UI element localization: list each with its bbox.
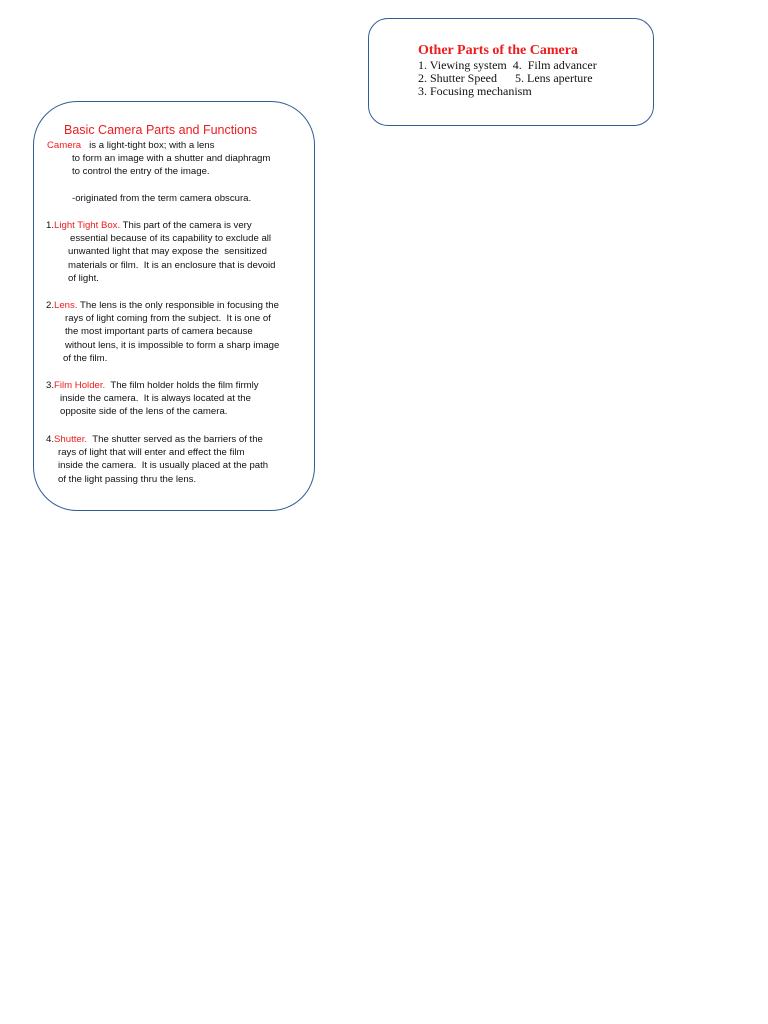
camera-definition-text: is a light-tight box; with a lens: [81, 140, 215, 151]
item-lens-heading: [46, 299, 279, 312]
item-line: inside the camera. It is usually placed at the path: [58, 460, 269, 471]
item-line: rays of light that will enter and effect the film: [58, 447, 245, 458]
item-name: Shutter.: [54, 434, 88, 445]
item-lead-text: The lens is the only responsible in focusing the: [77, 300, 279, 311]
camera-definition-line: [47, 139, 214, 152]
other-parts-line: 2. Shutter Speed 5. Lens aperture: [418, 71, 593, 85]
item-shutter-heading: [46, 433, 263, 446]
item-name: Lens.: [54, 300, 78, 311]
item-line: materials or film. It is an enclosure that is devoid: [68, 260, 276, 271]
item-name: Film Holder.: [54, 380, 106, 391]
item-line: of the film.: [63, 353, 108, 364]
item-number: 4.: [46, 434, 55, 445]
item-lead-text: The shutter served as the barriers of the: [87, 434, 263, 445]
item-number: 1.: [46, 220, 55, 231]
item-number: 2.: [46, 300, 55, 311]
origin-note: -originated from the term camera obscura.: [72, 193, 252, 204]
item-name: Light Tight Box.: [54, 220, 121, 231]
item-line: opposite side of the lens of the camera.: [60, 406, 228, 417]
basic-parts-title: Basic Camera Parts and Functions: [64, 123, 258, 137]
item-line: inside the camera. It is always located at the: [60, 393, 251, 404]
item-line: rays of light coming from the subject. It is one of: [65, 313, 271, 324]
item-line: unwanted light that may expose the sensitized: [68, 246, 267, 257]
item-line: the most important parts of camera because: [65, 326, 253, 337]
item-line: of light.: [68, 273, 99, 284]
item-film-holder-heading: [46, 379, 259, 392]
item-line: essential because of its capability to exclude all: [70, 233, 272, 244]
item-line: without lens, it is impossible to form a sharp image: [65, 340, 280, 351]
item-number: 3.: [46, 380, 55, 391]
item-lead-text: This part of the camera is very: [120, 220, 252, 231]
item-line: of the light passing thru the lens.: [58, 474, 197, 485]
camera-definition-line: to form an image with a shutter and diaphragm: [72, 153, 271, 164]
other-parts-line: 1. Viewing system 4. Film advancer: [418, 58, 597, 72]
item-light-tight-box-heading: [46, 219, 252, 232]
camera-term: Camera: [47, 140, 82, 151]
other-parts-line: 3. Focusing mechanism: [418, 84, 532, 98]
other-parts-title: Other Parts of the Camera: [418, 43, 578, 58]
camera-definition-line: to control the entry of the image.: [72, 166, 210, 177]
item-lead-text: The film holder holds the film firmly: [105, 380, 259, 391]
